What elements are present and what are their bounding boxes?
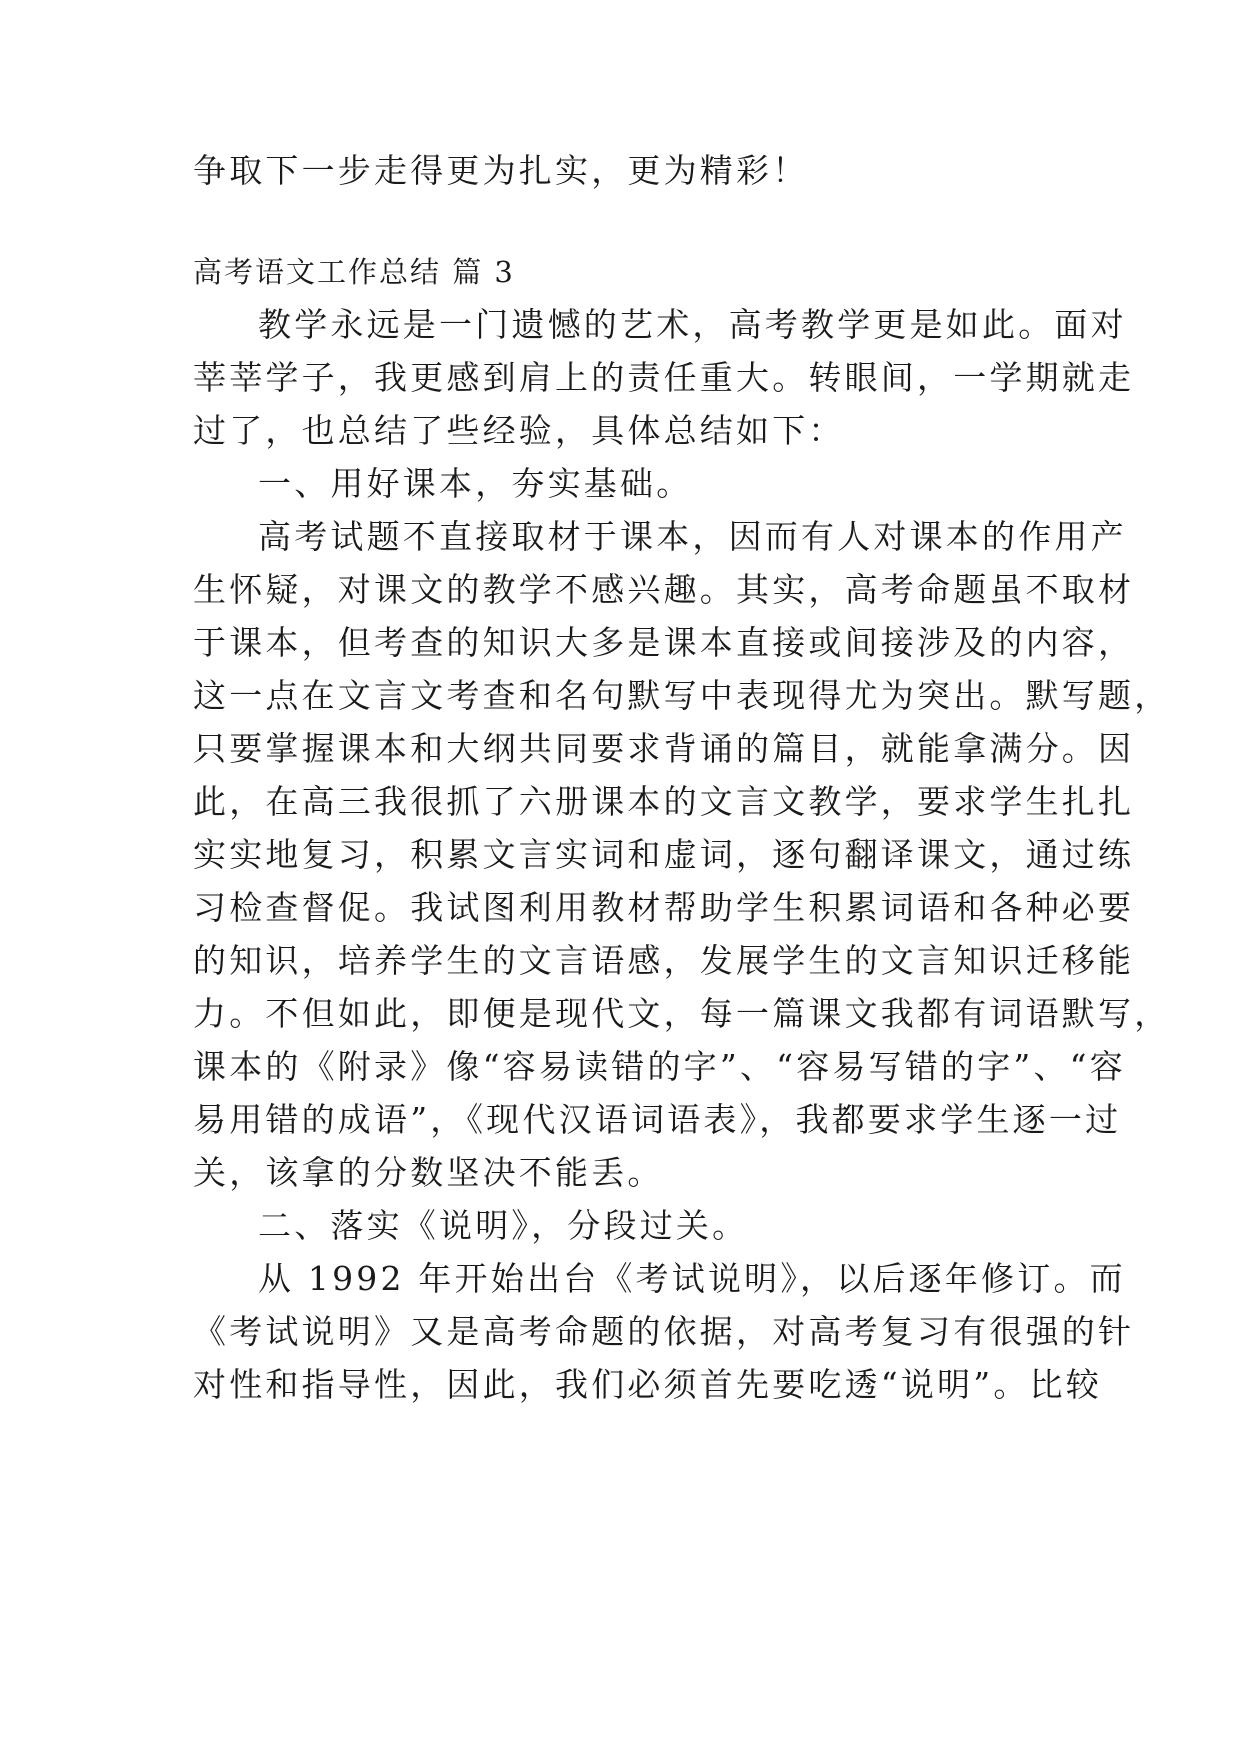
- paragraph-line: 莘莘学子，我更感到肩上的责任重大。转眼间，一学期就走: [193, 358, 1135, 397]
- subheading-two: 二、落实《说明》，分段过关。: [258, 1206, 749, 1245]
- paragraph-line: 教学永远是一门遗憾的艺术，高考教学更是如此。面对: [258, 305, 1127, 344]
- subheading-one: 一、用好课本，夯实基础。: [258, 464, 693, 503]
- paragraph-line: 此，在高三我很抓了六册课本的文言文教学，要求学生扎扎: [193, 782, 1135, 821]
- paragraph-line: 高考试题不直接取材于课本，因而有人对课本的作用产: [258, 517, 1127, 556]
- paragraph-line: 于课本，但考查的知识大多是课本直接或间接涉及的内容，: [193, 623, 1135, 662]
- paragraph-line: 易用错的成语”，《现代汉语词语表》，我都要求学生逐一过: [193, 1100, 1122, 1139]
- paragraph-line: 关，该拿的分数坚决不能丢。: [193, 1153, 664, 1192]
- paragraph-line: 力。不但如此，即便是现代文，每一篇课文我都有词语默写，: [193, 994, 1171, 1033]
- paragraph-line: 这一点在文言文考查和名句默写中表现得尤为突出。默写题，: [193, 676, 1171, 715]
- previous-section-closing: 争取下一步走得更为扎实，更为精彩！: [193, 151, 809, 190]
- paragraph-line: 从 1992 年开始出台《考试说明》，以后逐年修订。而: [258, 1259, 1126, 1298]
- paragraph-line: 对性和指导性，因此，我们必须首先要吃透“说明”。比较: [193, 1365, 1102, 1404]
- paragraph-line: 课本的《附录》像“容易读错的字”、“容易写错的字”、“容: [193, 1047, 1126, 1086]
- paragraph-line: 过了，也总结了些经验，具体总结如下：: [193, 411, 845, 450]
- paragraph-line: 《考试说明》又是高考命题的依据，对高考复习有很强的针: [193, 1312, 1135, 1351]
- section-title: 高考语文工作总结 篇 3: [193, 255, 515, 289]
- paragraph-line: 的知识，培养学生的文言语感，发展学生的文言知识迁移能: [193, 941, 1135, 980]
- paragraph-line: 只要掌握课本和大纲共同要求背诵的篇目，就能拿满分。因: [193, 729, 1135, 768]
- paragraph-line: 习检查督促。我试图利用教材帮助学生积累词语和各种必要: [193, 888, 1135, 927]
- paragraph-line: 生怀疑，对课文的教学不感兴趣。其实，高考命题虽不取材: [193, 570, 1135, 609]
- paragraph-line: 实实地复习，积累文言实词和虚词，逐句翻译课文，通过练: [193, 835, 1135, 874]
